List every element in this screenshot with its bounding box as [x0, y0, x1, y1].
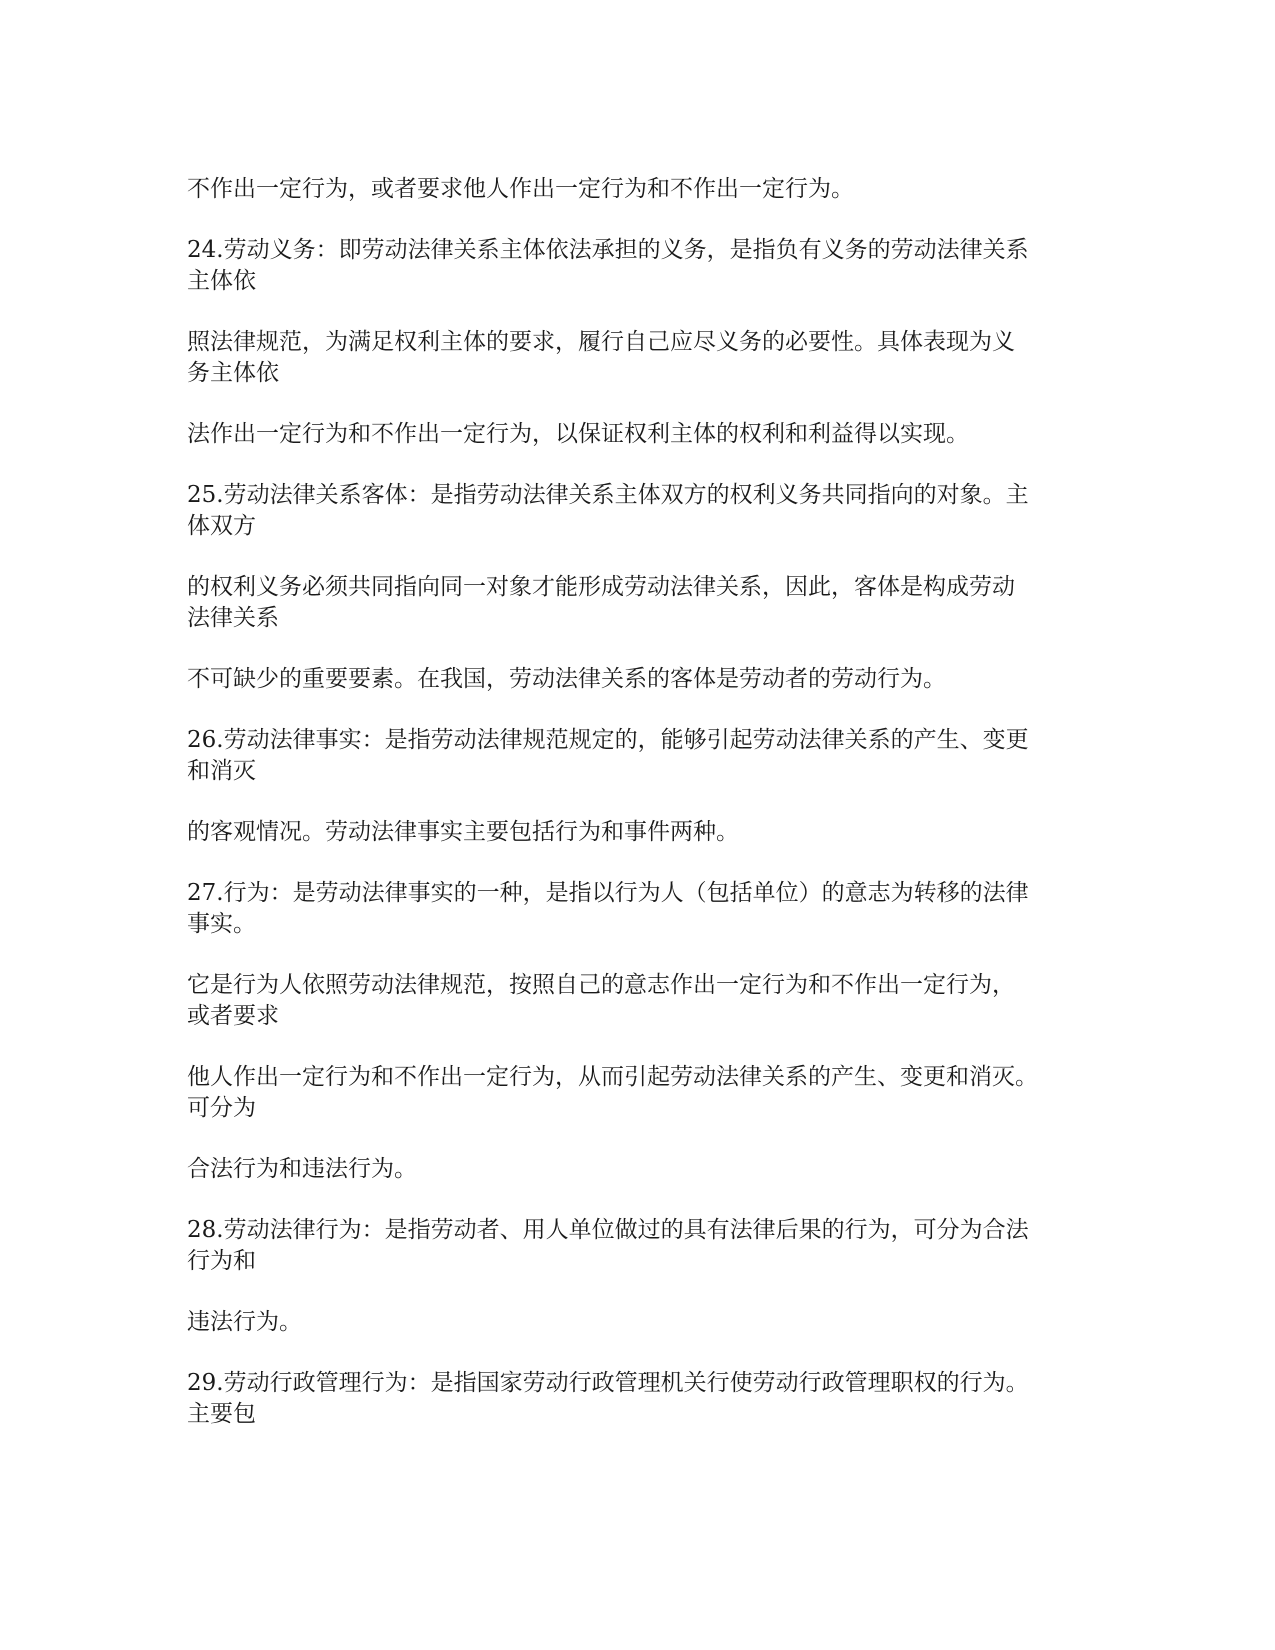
- paragraph: [187, 1062, 1087, 1124]
- paragraph-line: 合法行为和违法行为。: [187, 1156, 417, 1182]
- paragraph-line: 28.劳动法律行为：是指劳动者、用人单位做过的具有法律后果的行为，可分为合法: [187, 1217, 1029, 1243]
- paragraph-line: 不作出一定行为，或者要求他人作出一定行为和不作出一定行为。: [187, 176, 854, 202]
- paragraph: [187, 235, 1087, 297]
- paragraph-line: 26.劳动法律事实：是指劳动法律规范规定的，能够引起劳动法律关系的产生、变更: [187, 727, 1029, 753]
- paragraph-line: 不可缺少的重要要素。在我国，劳动法律关系的客体是劳动者的劳动行为。: [187, 666, 946, 692]
- paragraph-line: 24.劳动义务：即劳动法律关系主体依法承担的义务，是指负有义务的劳动法律关系: [187, 237, 1029, 263]
- paragraph-line: 法作出一定行为和不作出一定行为，以保证权利主体的权利和利益得以实现。: [187, 421, 969, 447]
- paragraph: [187, 817, 1087, 848]
- paragraph-line: 25.劳动法律关系客体：是指劳动法律关系主体双方的权利义务共同指向的对象。主: [187, 482, 1029, 508]
- paragraph-line: 照法律规范，为满足权利主体的要求，履行自己应尽义务的必要性。具体表现为义: [187, 329, 1015, 355]
- paragraph-line: 务主体依: [187, 360, 279, 386]
- paragraph-line: 27.行为：是劳动法律事实的一种，是指以行为人（包括单位）的意志为转移的法律: [187, 880, 1029, 906]
- paragraph-line: 29.劳动行政管理行为：是指国家劳动行政管理机关行使劳动行政管理职权的行为。: [187, 1370, 1029, 1396]
- paragraph: [187, 1368, 1087, 1430]
- paragraph-line: 和消灭: [187, 758, 256, 784]
- paragraph-line: 行为和: [187, 1248, 256, 1274]
- paragraph-line: 主体依: [187, 268, 256, 294]
- paragraph-line: 它是行为人依照劳动法律规范，按照自己的意志作出一定行为和不作出一定行为，: [187, 972, 1015, 998]
- paragraph-line: 的权利义务必须共同指向同一对象才能形成劳动法律关系，因此，客体是构成劳动: [187, 574, 1015, 600]
- paragraph-line: 他人作出一定行为和不作出一定行为，从而引起劳动法律关系的产生、变更和消灭。: [187, 1064, 1038, 1090]
- paragraph: [187, 327, 1087, 389]
- paragraph: [187, 1215, 1087, 1277]
- paragraph: [187, 419, 1087, 450]
- paragraph-line: 主要包: [187, 1401, 256, 1427]
- paragraph: [187, 664, 1087, 695]
- paragraph-line: 事实。: [187, 911, 256, 937]
- paragraph-line: 违法行为。: [187, 1309, 302, 1335]
- paragraph: [187, 1154, 1087, 1185]
- paragraph: [187, 725, 1087, 787]
- paragraph: [187, 1307, 1087, 1338]
- paragraph-line: 或者要求: [187, 1003, 279, 1029]
- document-body: [187, 174, 1087, 1460]
- paragraph-line: 可分为: [187, 1095, 256, 1121]
- paragraph-line: 的客观情况。劳动法律事实主要包括行为和事件两种。: [187, 819, 739, 845]
- paragraph-line: 法律关系: [187, 605, 279, 631]
- paragraph: [187, 480, 1087, 542]
- paragraph: [187, 878, 1087, 940]
- paragraph: [187, 572, 1087, 634]
- paragraph: [187, 174, 1087, 205]
- paragraph-line: 体双方: [187, 513, 256, 539]
- paragraph: [187, 970, 1087, 1032]
